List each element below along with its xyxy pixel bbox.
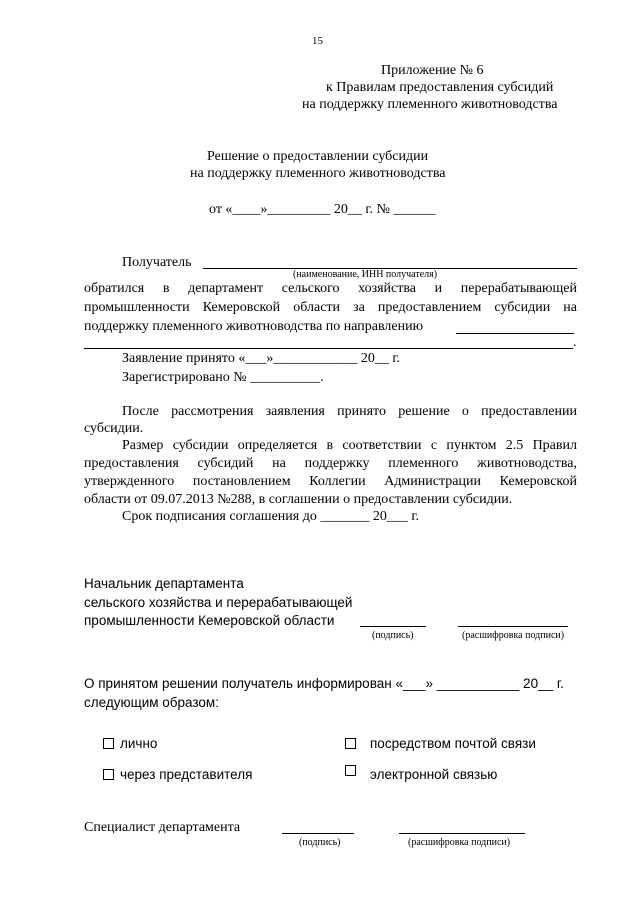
decision-date-number: от «____»_________ 20__ г. № ______ [209,202,436,217]
option-checkbox-representative[interactable] [103,769,114,780]
specialist-label: Специалист департамента [84,820,241,835]
recipient-para-line: промышленности Кемеровской области за предоставлением субсидии на [84,300,577,315]
specialist-signature-caption: (подпись) [299,837,341,848]
option-label-representative: через представителя [120,767,253,782]
size-para-line: области от 09.07.2013 №288, в соглашении о предоставлении субсидии. [84,492,513,507]
specialist-name-caption: (расшифровка подписи) [408,837,511,848]
decision-para-line: После рассмотрения заявления принято решение о предоставлении [122,404,577,419]
head-position-line: сельского хозяйства и перерабатывающей [84,595,353,610]
decision-title: Решение о предоставлении субсидии [207,149,429,164]
option-checkbox-mail[interactable] [345,738,356,749]
page-number: 15 [312,35,323,47]
decision-para-line: субсидии. [84,421,144,436]
head-position-line: промышленности Кемеровской области [84,613,335,628]
informed-line: О принятом решении получатель информирован «___» ___________ 20__ г. [84,676,564,691]
head-position-line: Начальник департамента [84,576,244,591]
application-registered: Зарегистрировано № __________. [122,370,324,385]
head-name-caption: (расшифровка подписи) [462,630,565,641]
direction-field-line-2[interactable] [84,348,573,349]
application-accepted: Заявление принято «___»____________ 20__ г. [122,351,401,366]
direction-end-mark: . [573,335,577,350]
agreement-deadline: Срок подписания соглашения до _______ 20___ г. [122,509,420,524]
size-para-line: предоставления субсидий на поддержку племенного животноводства, [84,456,577,471]
option-checkbox-electronic[interactable] [345,765,356,776]
specialist-signature-line[interactable] [282,833,354,834]
appendix-purpose: на поддержку племенного животноводства [302,97,558,112]
appendix-rules: к Правилам предоставления субсидий [326,80,554,95]
recipient-label: Получатель [122,255,192,270]
head-signature-caption: (подпись) [372,630,414,641]
head-name-line[interactable] [458,626,568,627]
option-label-mail: посредством почтой связи [370,736,536,751]
direction-field-line[interactable] [456,333,574,334]
recipient-para-line: поддержку племенного животноводства по направлению [84,319,424,334]
option-label-in-person: лично [120,736,158,751]
recipient-para-line: обратился в департамент сельского хозяйства и перерабатывающей [84,281,577,296]
head-signature-line[interactable] [360,626,426,627]
specialist-name-line[interactable] [399,833,525,834]
recipient-caption: (наименование, ИНН получателя) [293,269,438,280]
informed-line-2: следующим образом: [84,695,219,710]
decision-subtitle: на поддержку племенного животноводства [190,166,446,181]
size-para-line: утвержденного постановлением Коллегии Администрации Кемеровской [84,474,577,489]
size-para-line: Размер субсидии определяется в соответствии с пунктом 2.5 Правил [122,438,577,453]
option-checkbox-in-person[interactable] [103,738,114,749]
appendix-number: Приложение № 6 [381,63,484,78]
option-label-electronic: электронной связью [370,767,498,782]
